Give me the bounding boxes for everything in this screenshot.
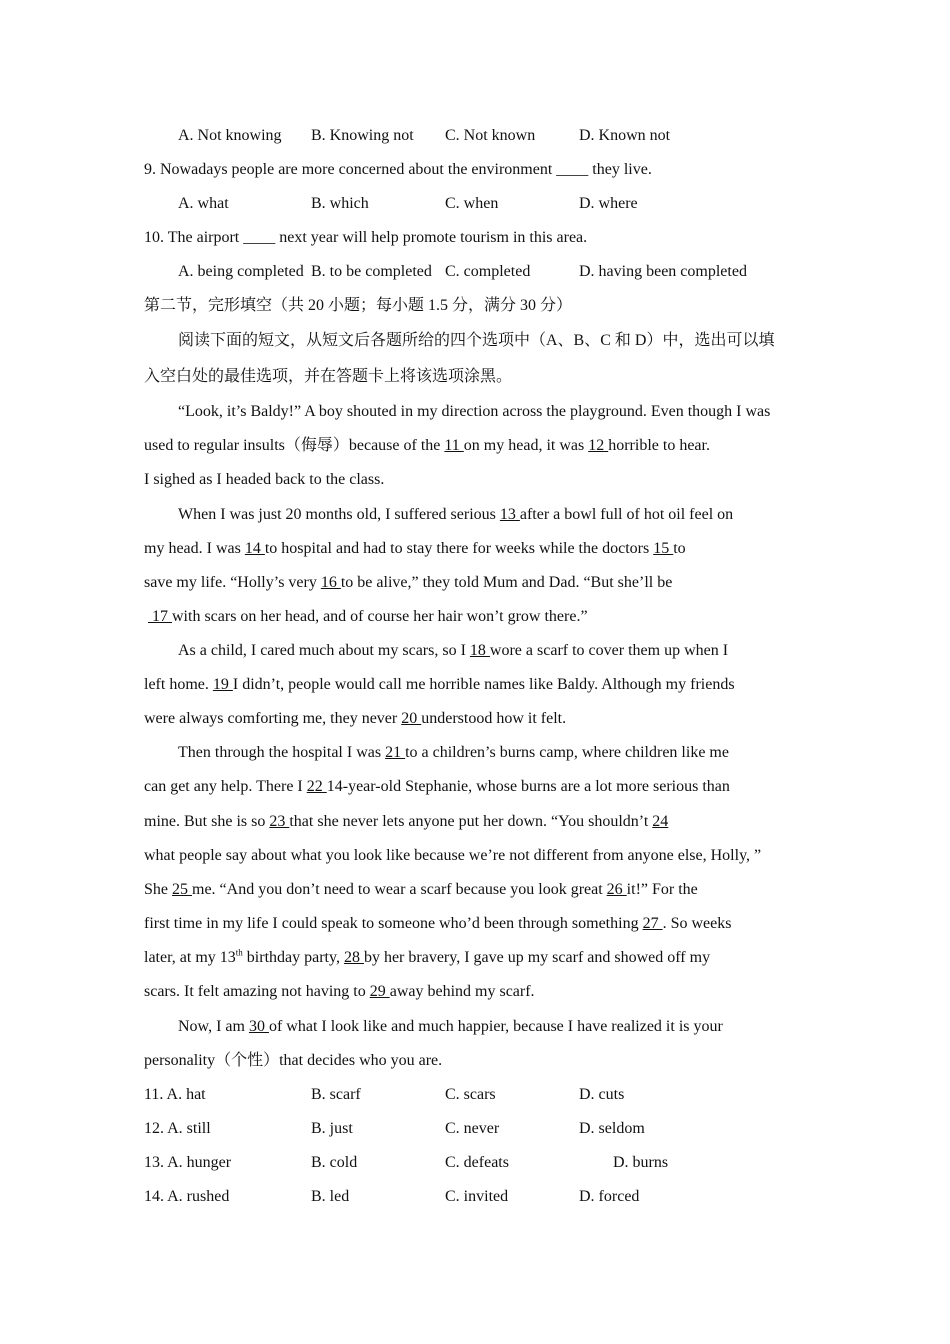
q9-stem: 9. Nowadays people are more concerned about the environment ____ they live. (144, 161, 652, 178)
blank-11: 11 (444, 437, 464, 454)
blank-17: 17 (148, 608, 172, 625)
option-b: B. cold (311, 1154, 358, 1171)
passage-line: Now, I am 30 of what I look like and much happier, because I have realized it is your (178, 1018, 723, 1035)
passage-line: 17 with scars on her head, and of course her hair won’t grow there.” (148, 608, 588, 625)
blank-20: 20 (401, 710, 422, 727)
passage-line: As a child, I cared much about my scars, so I 18 wore a scarf to cover them up when I (178, 642, 729, 659)
option-c: C. scars (445, 1086, 496, 1103)
section-heading: 第二节，完形填空（共 20 小题；每小题 1.5 分，满分 30 分） (144, 297, 573, 314)
answer-row-12 (144, 1112, 824, 1146)
blank-26: 26 (606, 881, 627, 898)
blank-28: 28 (343, 949, 364, 966)
option-d: D. where (579, 195, 638, 212)
answer-row-13 (144, 1146, 824, 1180)
option-c: C. when (445, 195, 499, 212)
option-d: D. having been completed (579, 263, 747, 280)
blank-22: 22 (306, 778, 327, 795)
blank-15: 15 (653, 540, 674, 557)
option-a: A. being completed (178, 263, 304, 280)
passage-line: used to regular insults（侮辱）because of the 11 on my head, it was 12 horrible to hear. (144, 437, 710, 454)
passage-line: mine. But she is so 23 that she never lets anyone put her down. “You shouldn’t 24 (144, 813, 669, 830)
option-a: 12. A. still (144, 1120, 211, 1137)
blank-24: 24 (652, 813, 669, 830)
instruction-line-1: 阅读下面的短文，从短文后各题所给的四个选项中（A、B、C 和 D）中，选出可以填 (178, 332, 775, 349)
passage-line: save my life. “Holly’s very 16 to be alive,” they told Mum and Dad. “But she’ll be (144, 574, 673, 591)
passage-line: can get any help. There I 22 14-year-old Stephanie, whose burns are a lot more serious than (144, 778, 730, 795)
blank-16: 16 (320, 574, 341, 591)
option-d: D. cuts (579, 1086, 625, 1103)
option-b: B. Knowing not (311, 127, 414, 144)
option-c: C. Not known (445, 127, 536, 144)
blank-18: 18 (469, 642, 490, 659)
passage-line: left home. 19 I didn’t, people would call me horrible names like Baldy. Although my friends (144, 676, 735, 693)
option-c: C. completed (445, 263, 531, 280)
blank-19: 19 (212, 676, 233, 693)
q8-options (178, 119, 858, 153)
passage-line: later, at my 13th birthday party, 28 by her bravery, I gave up my scarf and showed off my (144, 947, 711, 966)
answer-row-14 (144, 1180, 824, 1214)
option-c: C. never (445, 1120, 500, 1137)
q10-stem: 10. The airport ____ next year will help promote tourism in this area. (144, 229, 588, 246)
passage-line: were always comforting me, they never 20 understood how it felt. (144, 710, 567, 727)
q10-options (178, 255, 858, 289)
option-b: B. just (311, 1120, 353, 1137)
option-c: C. invited (445, 1188, 509, 1205)
blank-25: 25 (172, 881, 192, 898)
passage-line: When I was just 20 months old, I suffered serious 13 after a bowl full of hot oil feel on (178, 506, 734, 523)
passage-line: what people say about what you look like because we’re not different from anyone else, Holly, ” (144, 847, 762, 864)
option-c: C. defeats (445, 1154, 509, 1171)
passage-line: Then through the hospital I was 21 to a children’s burns camp, where children like me (178, 744, 729, 761)
blank-30: 30 (248, 1018, 269, 1035)
option-a: 14. A. rushed (144, 1188, 230, 1205)
blank-27: 27 (642, 915, 663, 932)
superscript-th: th (235, 947, 243, 958)
passage-line: my head. I was 14 to hospital and had to stay there for weeks while the doctors 15 to (144, 540, 686, 557)
answer-row-11 (144, 1078, 824, 1112)
instruction-line-2: 入空白处的最佳选项，并在答题卡上将该选项涂黑。 (144, 368, 513, 385)
blank-13: 13 (499, 506, 520, 523)
q9-options (178, 187, 858, 221)
passage-line: She 25 me. “And you don’t need to wear a scarf because you look great 26 it!” For the (144, 881, 698, 898)
passage-line: “Look, it’s Baldy!” A boy shouted in my direction across the playground. Even though I was (178, 403, 771, 420)
option-d: D. forced (579, 1188, 640, 1205)
blank-29: 29 (369, 983, 390, 1000)
blank-14: 14 (244, 540, 265, 557)
option-a: A. Not knowing (178, 127, 282, 144)
option-a: 11. A. hat (144, 1086, 206, 1103)
blank-23: 23 (269, 813, 290, 830)
option-b: B. to be completed (311, 263, 432, 280)
passage-line: personality（个性）that decides who you are. (144, 1052, 443, 1069)
passage-line: scars. It felt amazing not having to 29 away behind my scarf. (144, 983, 535, 1000)
blank-12: 12 (588, 437, 609, 454)
option-b: B. led (311, 1188, 350, 1205)
passage-line: first time in my life I could speak to someone who’d been through something 27 . So weeks (144, 915, 732, 932)
option-b: B. which (311, 195, 369, 212)
option-a: A. what (178, 195, 229, 212)
passage-line: I sighed as I headed back to the class. (144, 471, 385, 488)
option-d: D. burns (613, 1154, 669, 1171)
option-d: D. seldom (579, 1120, 645, 1137)
option-b: B. scarf (311, 1086, 361, 1103)
option-d: D. Known not (579, 127, 671, 144)
blank-21: 21 (385, 744, 406, 761)
option-a: 13. A. hunger (144, 1154, 232, 1171)
